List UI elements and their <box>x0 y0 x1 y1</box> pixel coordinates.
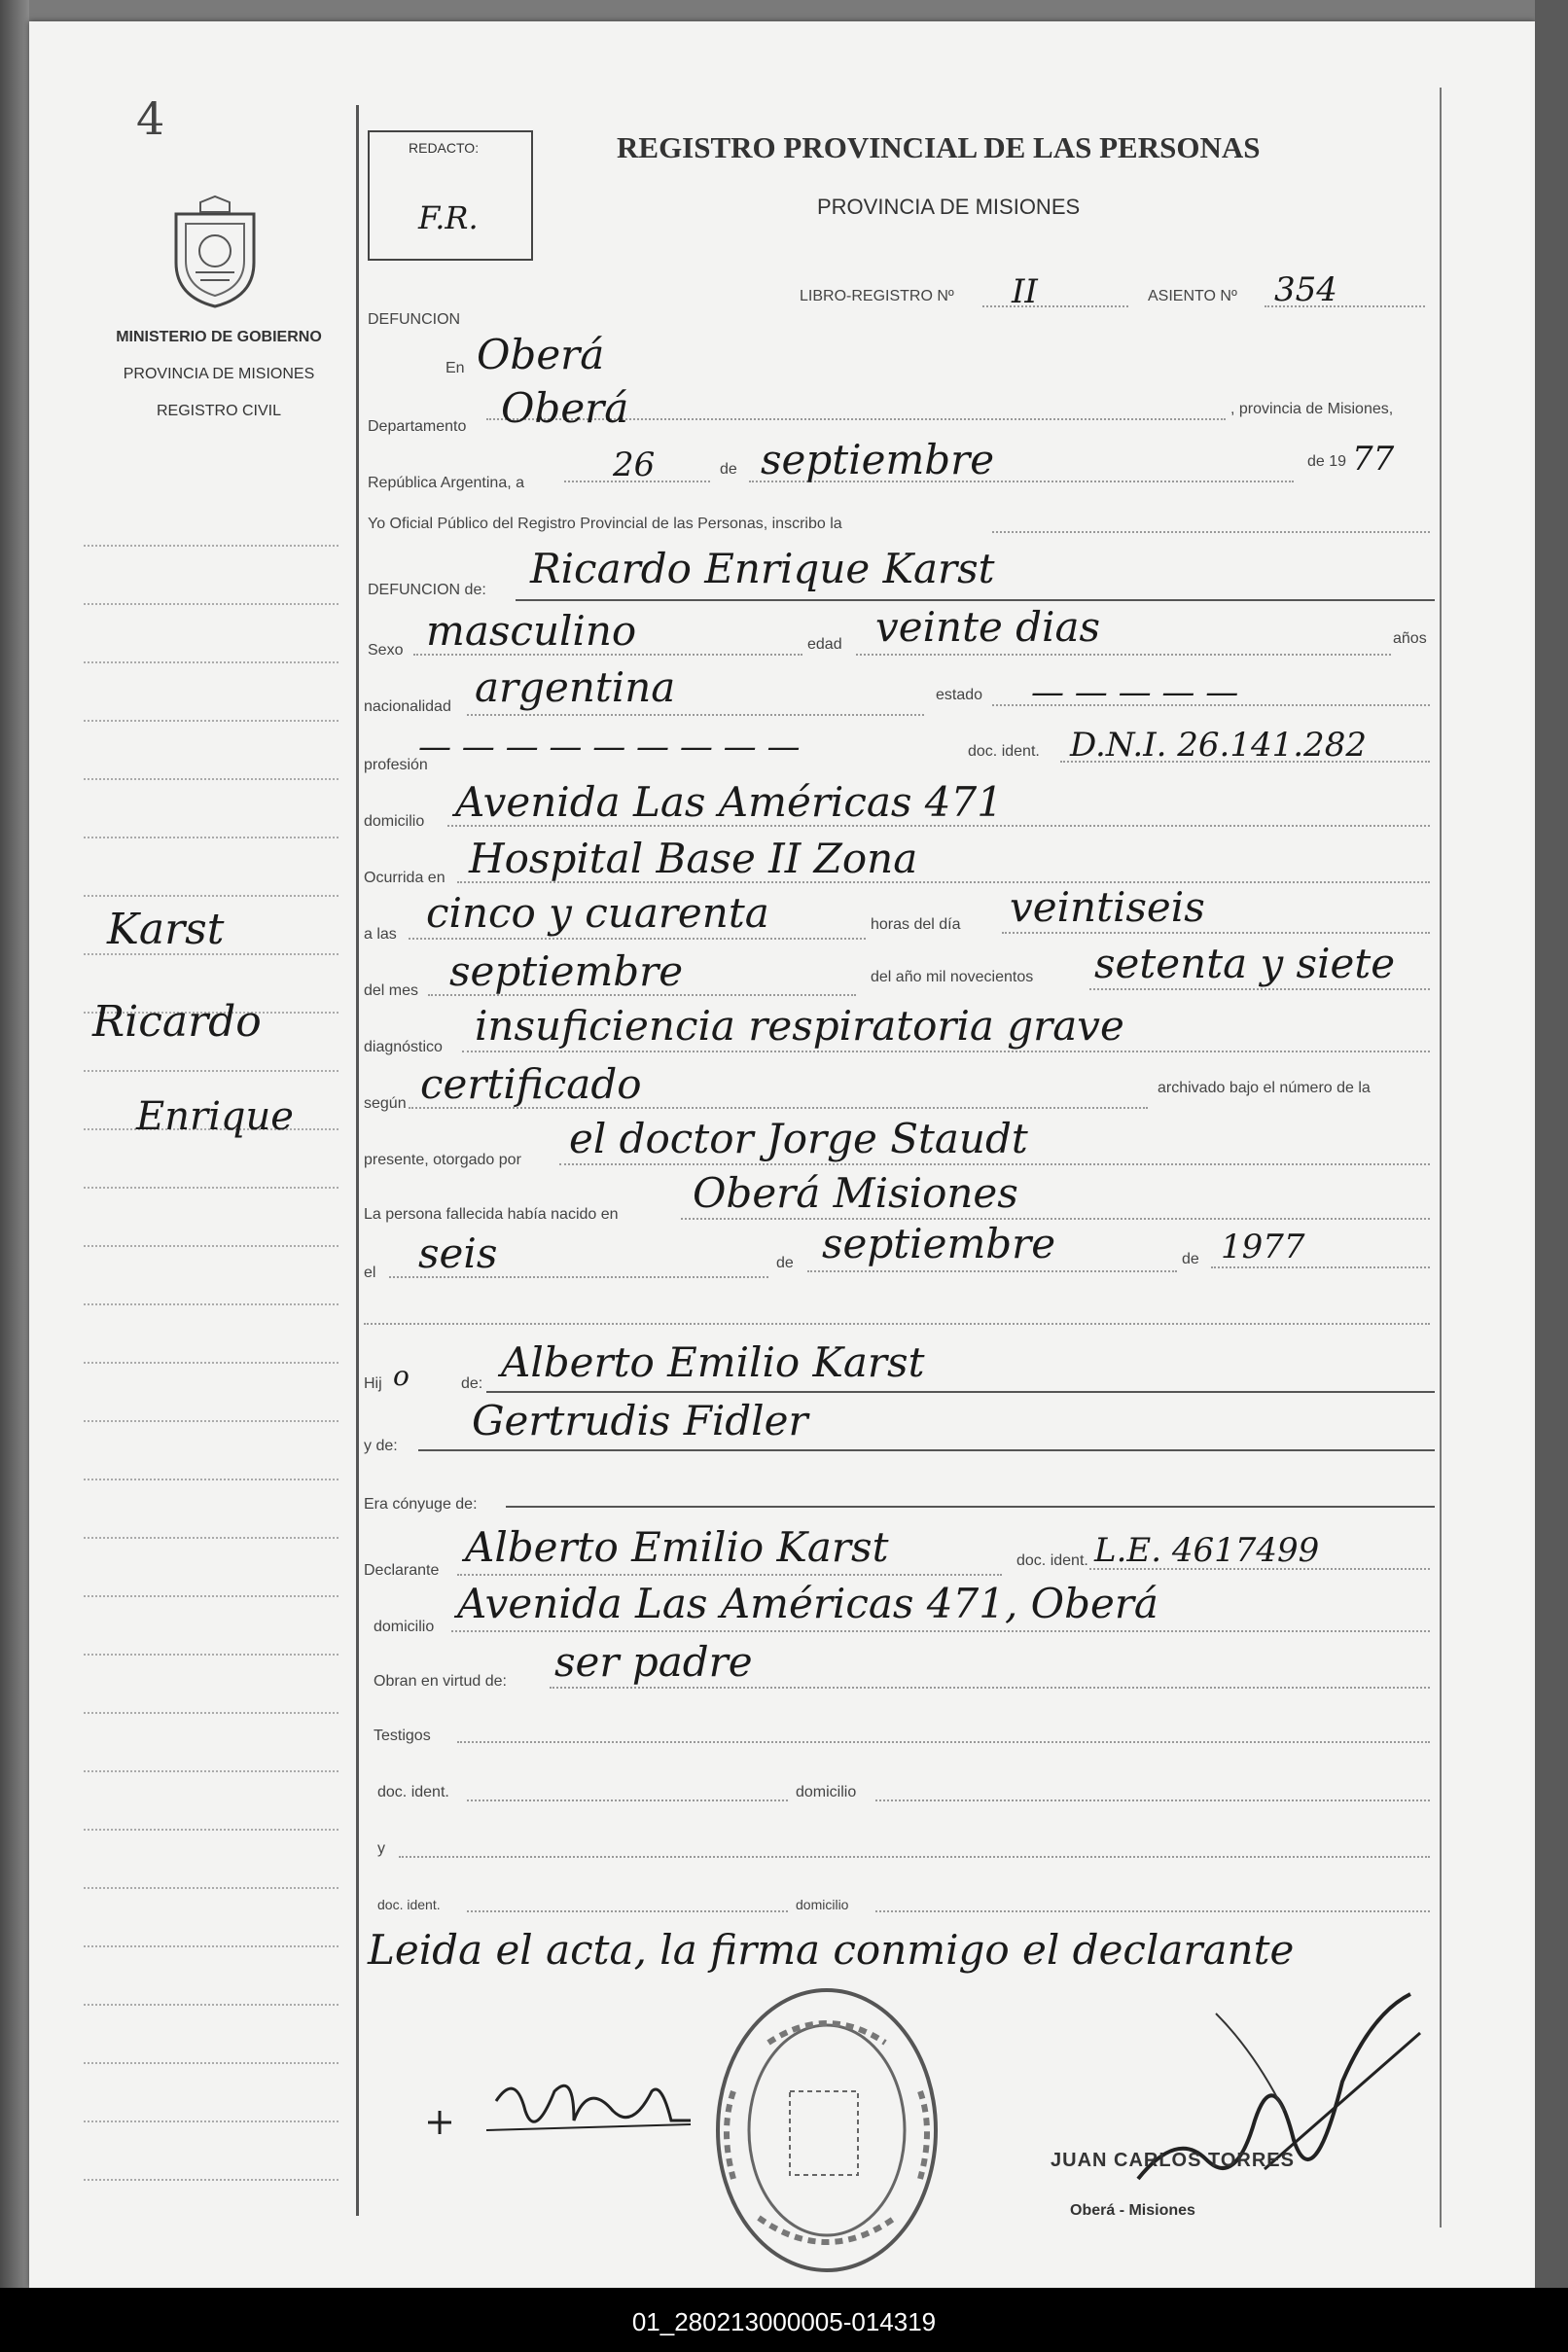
estado-label: estado <box>936 687 983 703</box>
obran-label: Obran en virtud de: <box>374 1673 507 1690</box>
redacto-value: F.R. <box>418 199 479 236</box>
margin-line <box>84 1187 339 1189</box>
testigo1-domicilio-label: domicilio <box>796 1784 857 1800</box>
conyuge-line <box>506 1506 1435 1508</box>
margin-line <box>84 1829 339 1831</box>
registry-label: REGISTRO CIVIL <box>156 403 282 419</box>
official-name: JUAN CARLOS TORRES <box>1051 2150 1295 2171</box>
domicilio2-label: domicilio <box>374 1619 435 1635</box>
ocurrida-label: Ocurrida en <box>364 870 445 886</box>
edad-label: edad <box>807 636 842 653</box>
del-anio-value: setenta y siete <box>1094 940 1396 987</box>
conyuge-label: Era cónyuge de: <box>364 1496 478 1513</box>
domicilio-value: Avenida Las Américas 471 <box>455 778 1003 826</box>
declarant-signature <box>428 2062 700 2150</box>
defuncion-de-line <box>516 599 1435 601</box>
deceased-name: Ricardo Enrique Karst <box>530 545 995 592</box>
testigo1-doc-line <box>467 1800 788 1801</box>
form-left-rule <box>356 105 359 2216</box>
presente-line <box>559 1163 1430 1165</box>
form-right-rule <box>1440 88 1442 2227</box>
margin-line <box>84 1595 339 1597</box>
de2-line <box>807 1270 1177 1272</box>
testigo1-domicilio-line <box>875 1800 1430 1801</box>
margin-line <box>84 1712 339 1714</box>
ministry-label: MINISTERIO DE GOBIERNO <box>116 329 322 345</box>
margin-line <box>84 1245 339 1247</box>
y-de-label: y de: <box>364 1438 398 1454</box>
margin-line <box>84 1479 339 1480</box>
del-anio-label: del año mil novecientos <box>871 969 1034 985</box>
ocurrida-value: Hospital Base II Zona <box>469 835 918 882</box>
de-label: de <box>720 461 737 478</box>
diagnostico-line <box>462 1051 1430 1052</box>
margin-line <box>84 2120 339 2122</box>
hij-label: Hij <box>364 1375 382 1392</box>
margin-surname: Karst <box>107 905 225 954</box>
provincia-label: , provincia de Misiones, <box>1230 401 1394 417</box>
nacionalidad-line <box>467 714 924 716</box>
doc-ident-value: D.N.I. 26.141.282 <box>1070 726 1367 765</box>
doc-ident-label: doc. ident. <box>968 743 1040 760</box>
province-label: PROVINCIA DE MISIONES <box>123 366 315 382</box>
anio-value: 77 <box>1352 440 1395 479</box>
official-signature <box>1119 1975 1430 2208</box>
de-padre-label: de: <box>461 1375 483 1392</box>
margin-line <box>84 1945 339 1947</box>
a-las-label: a las <box>364 926 397 943</box>
testigo2-doc-line <box>467 1910 788 1912</box>
margin-line <box>84 1887 339 1889</box>
margin-line <box>84 1420 339 1422</box>
presente-value: el doctor Jorge Staudt <box>569 1115 1028 1162</box>
redacto-label: REDACTO: <box>409 140 480 156</box>
en-value: Oberá <box>477 331 605 378</box>
presente-label: presente, otorgado por <box>364 1152 521 1168</box>
declarante-line <box>457 1574 1002 1576</box>
de2-value: septiembre <box>822 1220 1056 1267</box>
segun-label: según <box>364 1095 407 1112</box>
horas-value: veintiseis <box>1010 883 1205 931</box>
mes-value: septiembre <box>761 436 995 483</box>
de2-label: de <box>776 1255 794 1271</box>
nacionalidad-label: nacionalidad <box>364 698 451 715</box>
testigo1-doc-label: doc. ident. <box>377 1784 449 1800</box>
edad-line <box>856 654 1391 656</box>
de3-label: de <box>1182 1251 1199 1267</box>
margin-line <box>84 895 339 897</box>
defuncion-label: DEFUNCION <box>368 311 461 328</box>
obran-value: ser padre <box>554 1638 753 1686</box>
testigo2-doc-label: doc. ident. <box>377 1897 441 1912</box>
el-label: el <box>364 1265 376 1281</box>
testigos-line <box>457 1741 1430 1743</box>
del-anio-line <box>1089 988 1430 990</box>
margin-line <box>84 1070 339 1072</box>
departamento-label: Departamento <box>368 418 467 435</box>
testigos-label: Testigos <box>374 1728 431 1744</box>
horas-label: horas del día <box>871 916 961 933</box>
page-number: 4 <box>136 92 165 145</box>
yo-oficial-line <box>992 531 1430 533</box>
declarante-label: Declarante <box>364 1562 440 1579</box>
a-las-value: cinco y cuarenta <box>426 889 769 937</box>
padre-line <box>486 1391 1435 1393</box>
republica-label: República Argentina, a <box>368 475 524 491</box>
registry-title: REGISTRO PROVINCIAL DE LAS PERSONAS <box>617 130 1261 164</box>
scan-id: 01_280213000005-014319 <box>631 2307 937 2336</box>
book-edge <box>1535 0 1568 2352</box>
sexo-label: Sexo <box>368 642 404 659</box>
margin-line <box>84 1537 339 1539</box>
profesion-value: — — — — — — — — — <box>418 728 801 766</box>
margin-line <box>84 778 339 780</box>
libro-line <box>982 305 1128 307</box>
provincial-crest-icon <box>161 195 268 311</box>
nacionalidad-value: argentina <box>475 663 676 711</box>
hij-value: o <box>393 1360 410 1392</box>
doc-ident2-value: L.E. 4617499 <box>1094 1531 1320 1570</box>
diagnostico-value: insuficiencia respiratoria grave <box>475 1002 1124 1050</box>
margin-line <box>84 2179 339 2181</box>
margin-line <box>84 603 339 605</box>
horas-line <box>1002 932 1430 934</box>
el-value: seis <box>418 1229 498 1277</box>
testigo2-domicilio-label: domicilio <box>796 1897 849 1912</box>
margin-line <box>84 2004 339 2006</box>
de-anio-label: de 19 <box>1307 453 1347 470</box>
testigo2-domicilio-line <box>875 1910 1430 1912</box>
official-seal-stamp <box>710 1984 944 2276</box>
asiento-value: 354 <box>1274 270 1337 309</box>
testigo2-line <box>399 1856 1430 1858</box>
registry-subtitle: PROVINCIA DE MISIONES <box>817 195 1081 219</box>
madre-line <box>418 1449 1435 1451</box>
dia-value: 26 <box>613 445 656 484</box>
margin-line <box>84 661 339 663</box>
defuncion-de-label: DEFUNCION de: <box>368 582 486 598</box>
nacido-value: Oberá Misiones <box>693 1169 1018 1217</box>
margin-first-name: Ricardo <box>92 997 262 1047</box>
libro-value: II <box>1012 272 1038 311</box>
asiento-label: ASIENTO Nº <box>1148 288 1237 304</box>
yo-oficial-text: Yo Oficial Público del Registro Provincial de las Personas, inscribo la <box>368 516 842 532</box>
departamento-value: Oberá <box>501 384 629 432</box>
de3-line <box>1211 1266 1430 1268</box>
official-place: Oberá - Misiones <box>1070 2202 1195 2219</box>
archivado-label: archivado bajo el número de la <box>1158 1080 1371 1096</box>
del-mes-value: septiembre <box>449 947 684 995</box>
margin-line <box>84 1303 339 1305</box>
margin-line <box>84 1362 339 1364</box>
en-label: En <box>445 360 465 376</box>
father-name: Alberto Emilio Karst <box>501 1338 925 1386</box>
margin-line <box>84 837 339 838</box>
obran-line <box>550 1687 1430 1689</box>
diagnostico-label: diagnóstico <box>364 1039 443 1055</box>
margin-middle-name: Enrique <box>136 1094 294 1139</box>
blank-line <box>364 1323 1430 1325</box>
a-las-line <box>409 938 866 940</box>
domicilio2-value: Avenida Las Américas 471, Oberá <box>457 1580 1158 1627</box>
margin-line <box>84 545 339 547</box>
domicilio-label: domicilio <box>364 813 425 830</box>
de3-value: 1977 <box>1221 1228 1305 1266</box>
margin-line <box>84 2062 339 2064</box>
anios-label: años <box>1393 630 1427 647</box>
sexo-value: masculino <box>426 607 637 655</box>
margin-line <box>84 720 339 722</box>
libro-label: LIBRO-REGISTRO Nº <box>800 288 954 304</box>
declarante-value: Alberto Emilio Karst <box>465 1523 889 1571</box>
profesion-label: profesión <box>364 757 428 773</box>
book-binding <box>0 0 29 2352</box>
mother-name: Gertrudis Fidler <box>472 1397 808 1444</box>
domicilio2-line <box>451 1630 1430 1632</box>
nacido-label: La persona fallecida había nacido en <box>364 1206 619 1223</box>
doc-ident2-label: doc. ident. <box>1016 1552 1088 1569</box>
edad-value: veinte dias <box>875 603 1101 651</box>
estado-value: — — — — — <box>1031 673 1239 712</box>
segun-value: certificado <box>420 1060 642 1108</box>
margin-line <box>84 1770 339 1772</box>
del-mes-label: del mes <box>364 982 419 999</box>
leida-text: Leida el acta, la firma conmigo el declarante <box>368 1926 1295 1974</box>
y-label: y <box>377 1840 385 1857</box>
margin-line <box>84 1654 339 1656</box>
